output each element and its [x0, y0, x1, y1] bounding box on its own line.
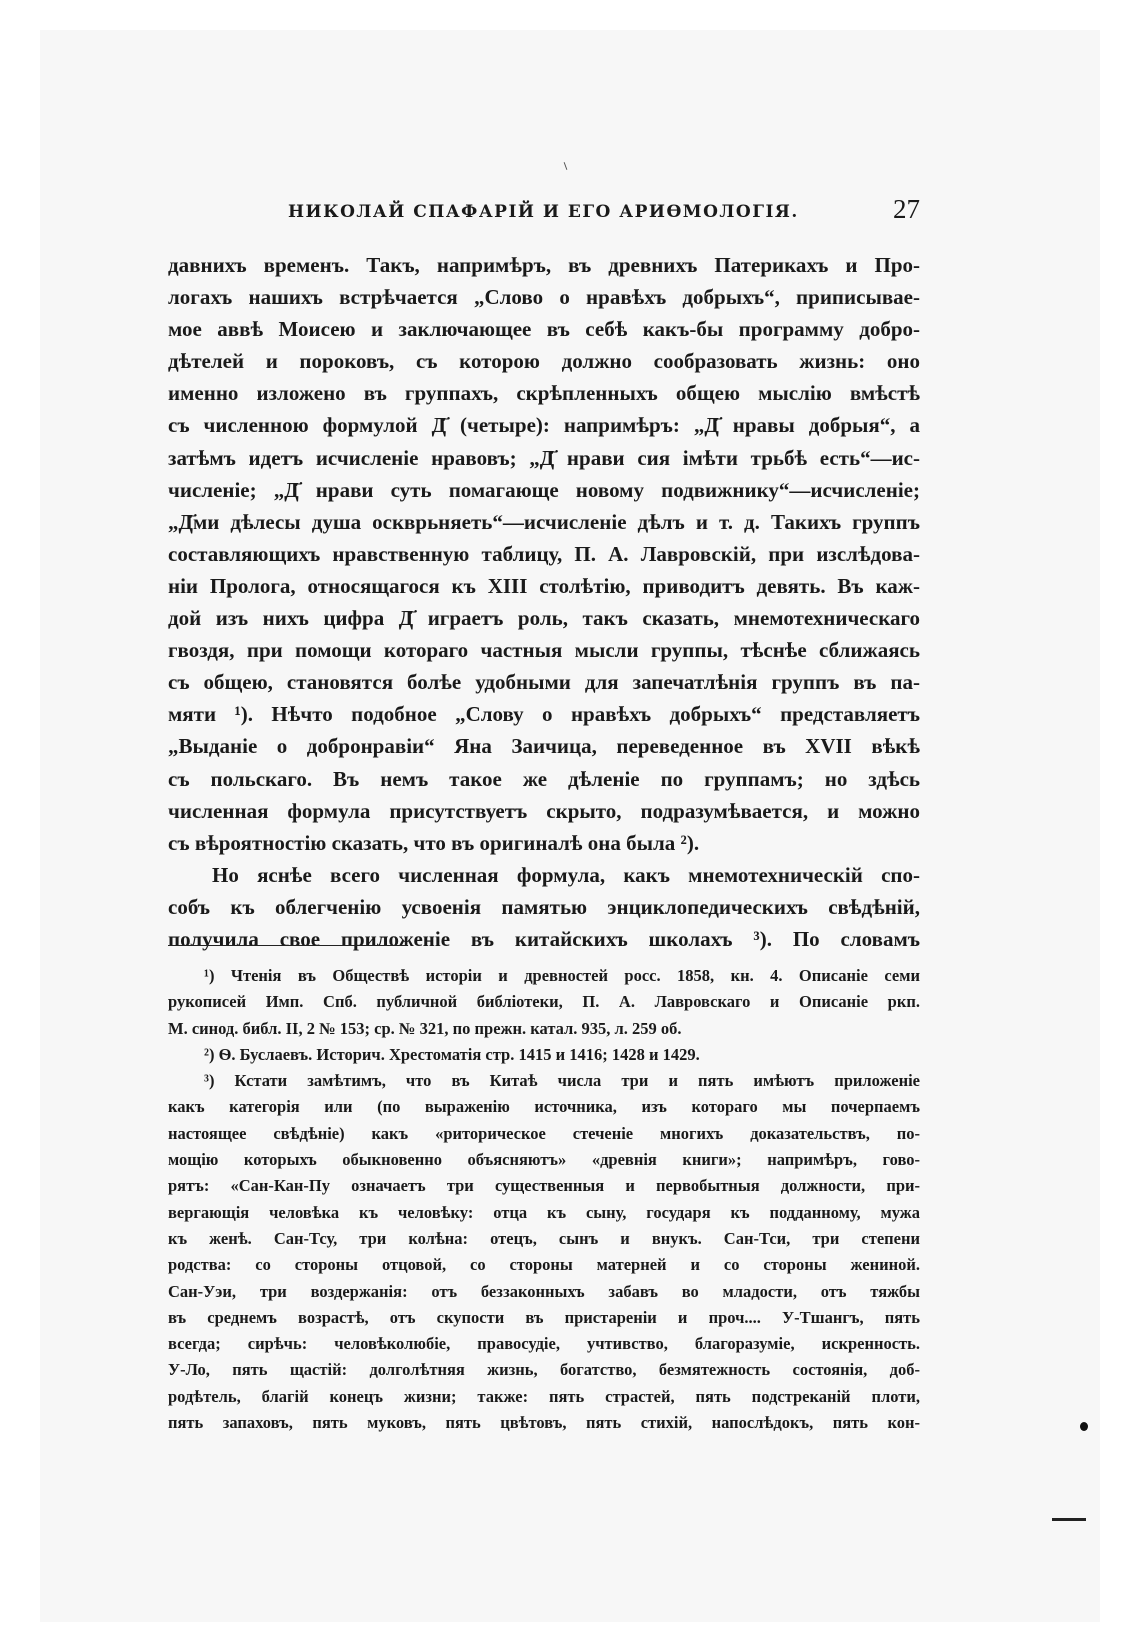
- text-line: получила свое приложеніе въ китайскихъ школахъ ³). По словамъ: [168, 926, 920, 951]
- running-head: [168, 192, 920, 232]
- margin-mark: [1080, 1422, 1088, 1431]
- footnote-line: Сан-Уэи, три воздержанія: отъ беззаконныхъ забавъ во младости, отъ тяжбы: [168, 1281, 920, 1301]
- footnote-line: рукописей Имп. Спб. публичной библіотеки, П. А. Лавровскаго и Описаніе ркп.: [168, 992, 920, 1012]
- text-line: именно изложено въ группахъ, скрѣпленныхъ общею мыслію вмѣстѣ: [168, 381, 920, 406]
- footnote-line: въ среднемъ возрастѣ, отъ скупости въ пристареніи и проч.... У-Тшангъ, пять: [168, 1307, 920, 1327]
- text-line: логахъ нашихъ встрѣчается „Слово о нравѣхъ добрыхъ“, приписывае-: [168, 285, 920, 310]
- footnote-line: пять запаховъ, пять муковъ, пять цвѣтовъ, пять стихій, напослѣдокъ, пять кон-: [168, 1413, 920, 1433]
- footnote-line: ¹) Чтенія въ Обществѣ исторіи и древностей росс. 1858, кн. 4. Описаніе семи: [204, 966, 920, 985]
- footnote-line: мощію которыхъ обыкновенно объясняютъ» «древнія книги»; напримѣръ, гово-: [168, 1150, 920, 1170]
- main-text: [168, 249, 920, 955]
- footnote-line: М. синод. библ. II, 2 № 153; ср. № 321, по прежн. катал. 935, л. 259 об.: [168, 1018, 682, 1038]
- text-line: собъ къ облегченію усвоенія памятью энциклопедическихъ свѣдѣній,: [168, 894, 920, 919]
- footnote-line: къ женѣ. Сан-Тсу, три колѣна: отецъ, сынъ и внукъ. Сан-Тси, три степени: [168, 1228, 920, 1248]
- footnote-line: какъ категорія или (по выраженію источника, изъ котораго мы почерпаемъ: [168, 1097, 920, 1117]
- text-line: численная формула присутствуетъ скрыто, подразумѣвается, и можно: [168, 798, 920, 823]
- text-line: дой изъ нихъ цифра Д҃ играетъ роль, такъ сказать, мнемотехническаго: [168, 606, 920, 631]
- text-line: численіе; „Д҃ нрави суть помагающе новому подвижнику“—исчисленіе;: [168, 477, 920, 502]
- footnote-line: родства: со стороны отцовой, со стороны матерней и со стороны жениной.: [168, 1255, 920, 1275]
- text-line: ніи Пролога, относящагося къ XIII столѣтію, приводитъ девять. Въ каж-: [168, 573, 920, 598]
- running-title: НИКОЛАЙ СПАФАРІЙ И ЕГО АРИѲМОЛОГІЯ.: [288, 202, 799, 222]
- text-line: мое аввѣ Моисею и заключающее въ себѣ какъ-бы программу добро-: [168, 317, 920, 342]
- text-line: мяти ¹). Нѣчто подобное „Слову о нравѣхъ добрыхъ“ представляетъ: [168, 702, 920, 727]
- footnote-line: настоящее свѣдѣніе) какъ «риторическое стеченіе многихъ доказательствъ, по-: [168, 1123, 920, 1143]
- footnote-line: вергающія человѣка къ человѣку: отца къ сыну, государя къ подданному, мужа: [168, 1202, 920, 1222]
- footnote-line: всегда; сирѣчь: человѣколюбіе, правосудіе, учтивство, благоразуміе, искренность.: [168, 1334, 920, 1354]
- footnote-line: ²) Ѳ. Буслаевъ. Историч. Хрестоматія стр. 1415 и 1416; 1428 и 1429.: [204, 1044, 700, 1064]
- text-line: дѣтелей и пороковъ, съ которою должно сообразовать жизнь: оно: [168, 349, 920, 374]
- text-line: давнихъ временъ. Такъ, напримѣръ, въ древнихъ Патерикахъ и Про-: [168, 253, 920, 277]
- footnote-rule: [168, 945, 408, 946]
- text-line: „Д҃ми дѣлесы душа оскврьняеть“—исчисленіе дѣлъ и т. д. Такихъ группъ: [168, 509, 920, 534]
- text-line: составляющихъ нравственную таблицу, П. А. Лавровскій, при изслѣдова-: [168, 541, 920, 566]
- footnotes: [168, 963, 920, 1436]
- page-number: 27: [893, 194, 920, 224]
- footnote-line: У-Ло, пять щастій: долголѣтняя жизнь, богатство, безмятежность состоянія, доб-: [168, 1360, 920, 1380]
- footnote-line: рятъ: «Сан-Кан-Пу означаетъ три существенныя и первобытныя должности, при-: [168, 1176, 920, 1196]
- text-line: съ общею, становятся болѣе удобными для запечатлѣнія группъ въ па-: [168, 670, 920, 695]
- text-line: съ вѣроятностію сказать, что въ оригиналѣ она была ²).: [168, 830, 700, 855]
- text-line: „Выданіе о добронравіи“ Яна Заичица, переведенное въ XVII вѣкѣ: [168, 734, 920, 759]
- text-line: Но яснѣе всего численная формула, какъ мнемотехническій спо-: [212, 862, 920, 887]
- text-line: затѣмъ идетъ исчисленіе нравовъ; „Д҃ нрави сия імѣти трьбѣ есть“—ис-: [168, 445, 920, 470]
- footnote-line: родѣтель, благій конецъ жизни; также: пять страстей, пять подстреканій плоти,: [168, 1386, 920, 1406]
- text-line: съ польскаго. Въ немъ такое же дѣленіе по группамъ; но здѣсь: [168, 766, 920, 791]
- text-line: съ численною формулой Д҃ (четыре): напримѣръ: „Д҃ нравы добрыя“, а: [168, 413, 920, 438]
- margin-dash: [1052, 1518, 1086, 1521]
- text-line: гвоздя, при помощи котораго частныя мысли группы, тѣснѣе сближаясь: [168, 638, 920, 663]
- footnote-line: ³) Кстати замѣтимъ, что въ Китаѣ числа три и пять имѣютъ приложеніе: [204, 1071, 920, 1091]
